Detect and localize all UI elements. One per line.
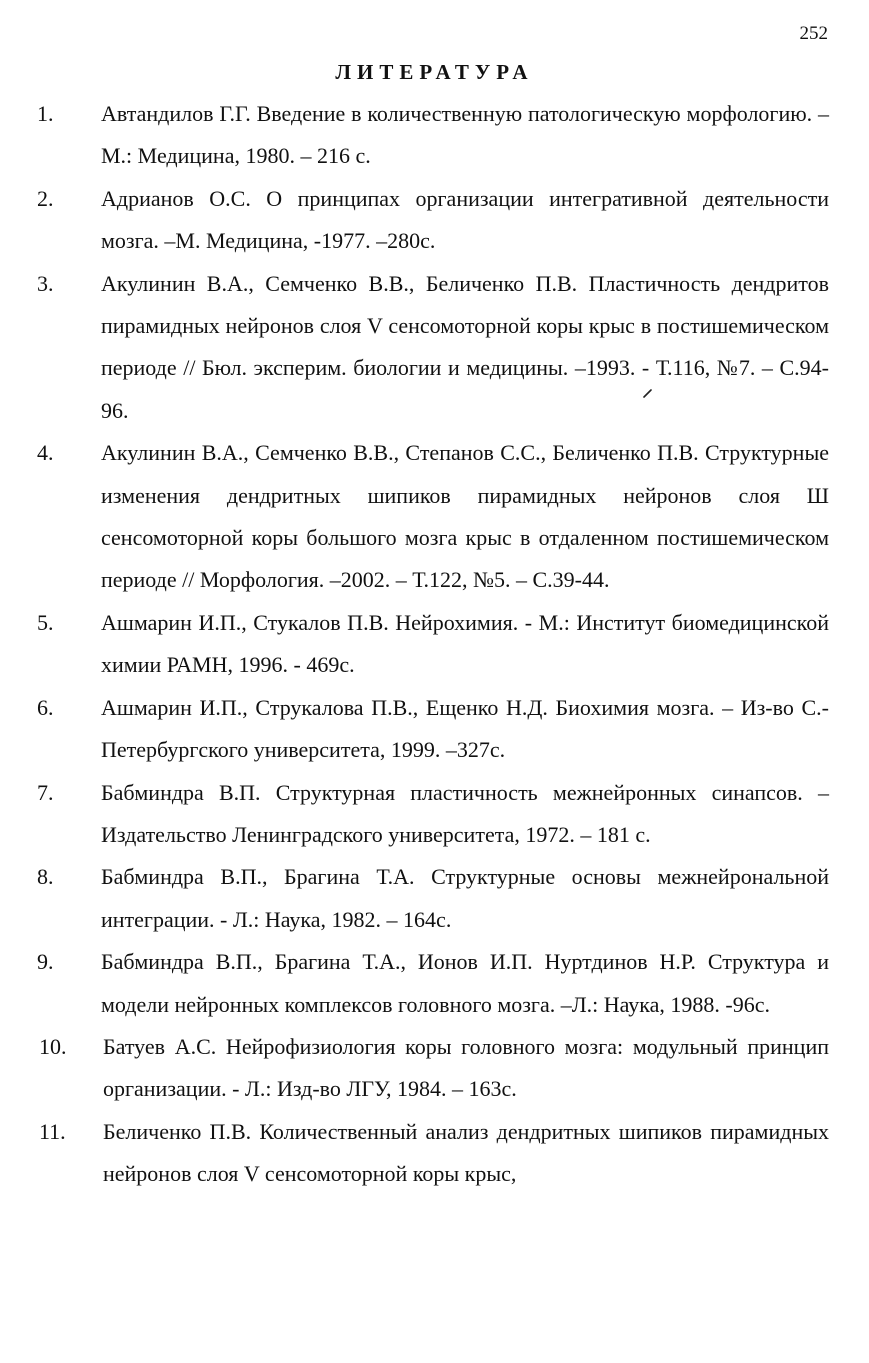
reference-number: 6. [37,694,54,720]
reference-item [0,1026,869,1111]
reference-number: 1. [37,101,54,126]
reference-item [0,93,869,178]
reference-item [0,263,869,433]
reference-item [0,602,869,687]
reference-number: 8. [37,864,54,890]
reference-item [0,772,869,857]
reference-text: Беличенко П.В. Количественный анализ дендритных шипиков пирамидных нейронов слоя V сенсомоторной коры крыс, [103,1118,829,1187]
reference-text: Батуев А.С. Нейрофизиология коры головного мозга: модульный принцип организации. - Л.: Изд-во ЛГУ, 1984. – 163с. [103,1033,829,1102]
reference-number: 3. [37,270,54,296]
reference-item [0,941,869,1026]
pen-mark-icon [643,389,652,398]
reference-number: 5. [37,609,54,635]
reference-text: Ашмарин И.П., Стукалов П.В. Нейрохимия. - М.: Институт биомедицинской химии РАМН, 1996. - 469с. [101,609,829,678]
reference-number: 2. [37,185,54,211]
reference-item [0,856,869,941]
reference-text: Бабминдра В.П., Брагина Т.А. Структурные основы межнейрональной интеграции. - Л.: Наука, 1982. – 164с. [101,864,829,932]
reference-item [0,687,869,772]
reference-item [0,178,869,263]
reference-number: 7. [37,779,54,805]
reference-text: Ашмарин И.П., Струкалова П.В., Ещенко Н.Д. Биохимия мозга. – Из-во С.-Петербургского университета, 1999. –327с. [101,694,829,763]
reference-number: 4. [37,440,54,466]
reference-text: Акулинин В.А., Семченко В.В., Беличенко П.В. Пластичность дендритов пирамидных нейронов слоя V сенсомоторной коры крыс в постишемическом периоде // Бюл. эксперим. биологии и медицины. –1993. - Т.116, №7. – С.94-96. [101,270,829,423]
reference-text: Бабминдра В.П., Брагина Т.А., Ионов И.П. Нуртдинов Н.Р. Структура и модели нейронных комплексов головного мозга. –Л.: Наука, 1988. -96с. [101,949,829,1017]
reference-list [0,93,869,1196]
page-title: ЛИТЕРАТУРА [335,60,534,84]
reference-number: 11. [39,1118,66,1144]
reference-number: 10. [39,1033,67,1059]
reference-text: Бабминдра В.П. Структурная пластичность межнейронных синапсов. – Издательство Ленинградского университета, 1972. – 181 с. [101,779,829,847]
page-number: 252 [799,23,828,44]
reference-text: Акулинин В.А., Семченко В.В., Степанов С.С., Беличенко П.В. Структурные изменения дендритных шипиков пирамидных нейронов слоя Ш сенсомоторной коры большого мозга крыс в отдаленном постишемическом периоде // Морфология. –2002. – Т.122, №5. – С.39-44. [101,440,829,593]
reference-item [0,1111,869,1196]
reference-number: 9. [37,949,54,975]
reference-text: Адрианов О.С. О принципах организации интегративной деятельности мозга. –М. Медицина, -1977. –280с. [101,185,829,254]
reference-item [0,432,869,602]
reference-text: Автандилов Г.Г. Введение в количественную патологическую морфологию. – М.: Медицина, 1980. – 216 с. [101,101,829,169]
